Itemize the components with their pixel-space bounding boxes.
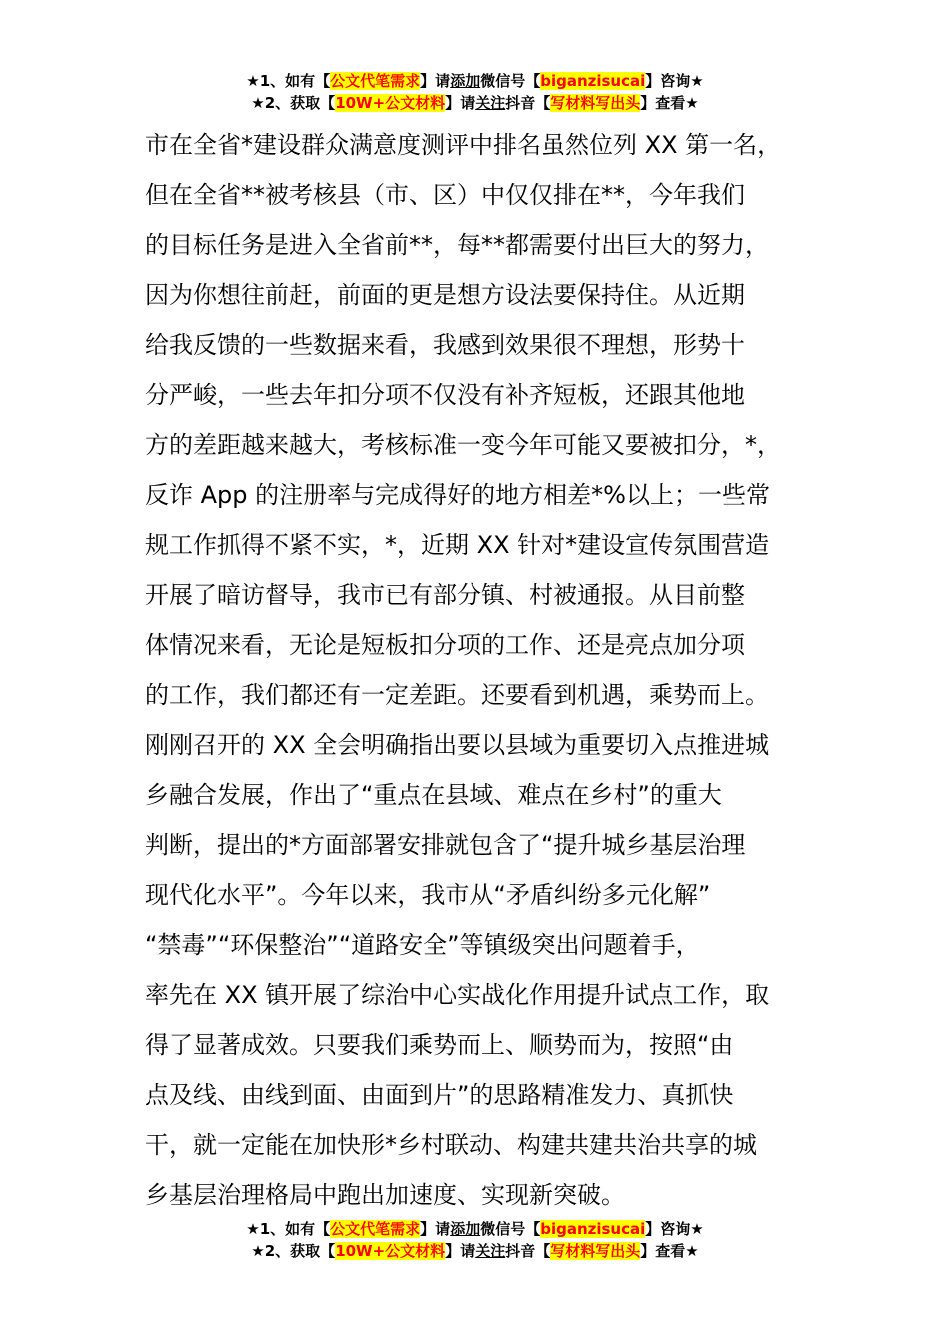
text-line: 得了显著成效。只要我们乘势而上、顺势而为，按照“由 [145, 1031, 734, 1059]
underlined-text: 添加 [450, 1220, 481, 1238]
underlined-text: 关注 [475, 94, 506, 112]
banner-text: 】请 [420, 1220, 451, 1238]
banner-text: 】请 [445, 1242, 476, 1260]
banner-text: 微信号【 [480, 72, 541, 90]
text-line: “禁毒”“环保整治”“道路安全”等镇级突出问题着手， [145, 931, 700, 959]
banner-text: 】查看★ [640, 1242, 699, 1260]
text-line: 判断，提出的*方面部署安排就包含了“提升城乡基层治理 [145, 831, 746, 859]
text-line: 反诈 App 的注册率与完成得好的地方相差*%以上；一些常 [145, 481, 770, 509]
text-line: 乡融合发展，作出了“重点在县域、难点在乡村”的重大 [145, 781, 722, 809]
text-line: 因为你想往前赶，前面的更是想方设法要保持住。从近期 [145, 281, 745, 309]
banner-text: ★2、获取【 [251, 94, 336, 112]
highlight-service: 公文代笔需求 [330, 1220, 421, 1238]
text-line: 体情况来看，无论是短板扣分项的工作、还是亮点加分项 [145, 631, 745, 659]
text-line: 率先在 XX 镇开展了综治中心实战化作用提升试点工作，取 [145, 981, 770, 1009]
text-line: 现代化水平”。今年以来，我市从“矛盾纠纷多元化解” [145, 881, 711, 909]
underlined-text: 关注 [475, 1242, 506, 1260]
highlight-wechat-id: biganzisucai [540, 1220, 646, 1238]
banner-text: 抖音【 [505, 1242, 551, 1260]
highlight-materials: 10W+公文材料 [335, 1242, 446, 1260]
banner-text: 】请 [445, 94, 476, 112]
text-line: 分严峻，一些去年扣分项不仅没有补齐短板，还跟其他地 [145, 381, 745, 409]
text-line: 但在全省**被考核县（市、区）中仅仅排在**，今年我们 [145, 181, 745, 209]
text-line: 规工作抓得不紧不实，*，近期 XX 针对*建设宣传氛围营造 [145, 531, 770, 559]
text-line: 的工作，我们都还有一定差距。还要看到机遇，乘势而上。 [145, 681, 769, 709]
text-line: 的目标任务是进入全省前**，每**都需要付出巨大的努力， [145, 231, 769, 259]
text-line: 市在全省*建设群众满意度测评中排名虽然位列 XX 第一名， [145, 131, 782, 159]
banner-text: ★1、如有【 [246, 72, 331, 90]
text-line: 乡基层治理格局中跑出加速度、实现新突破。 [145, 1181, 625, 1209]
highlight-service: 公文代笔需求 [330, 72, 421, 90]
text-line: 点及线、由线到面、由面到片”的思路精准发力、真抓快 [145, 1081, 734, 1109]
banner-text: 抖音【 [505, 94, 551, 112]
highlight-materials: 10W+公文材料 [335, 94, 446, 112]
text-line: 给我反馈的一些数据来看，我感到效果很不理想，形势十 [145, 331, 745, 359]
highlight-douyin-id: 写材料写出头 [550, 1242, 641, 1260]
underlined-text: 添加 [450, 72, 481, 90]
highlight-douyin-id: 写材料写出头 [550, 94, 641, 112]
text-line: 干，就一定能在加快形*乡村联动、构建共建共治共享的城 [145, 1131, 757, 1159]
banner-text: 】请 [420, 72, 451, 90]
banner-line-1 [0, 1218, 950, 1240]
footer-banner [0, 1218, 950, 1262]
text-line: 开展了暗访督导，我市已有部分镇、村被通报。从目前整 [145, 581, 745, 609]
text-line: 方的差距越来越大，考核标准一变今年可能又要被扣分，*， [145, 431, 781, 459]
banner-text: 微信号【 [480, 1220, 541, 1238]
banner-text: ★2、获取【 [251, 1242, 336, 1260]
text-line: 刚刚召开的 XX 全会明确指出要以县域为重要切入点推进城 [145, 731, 770, 759]
header-banner [0, 70, 950, 114]
banner-text: 】咨询★ [645, 72, 704, 90]
banner-line-1 [0, 70, 950, 92]
banner-text: ★1、如有【 [246, 1220, 331, 1238]
document-body [145, 120, 825, 1220]
banner-line-2 [0, 1240, 950, 1262]
banner-text: 】查看★ [640, 94, 699, 112]
banner-line-2 [0, 92, 950, 114]
highlight-wechat-id: biganzisucai [540, 72, 646, 90]
banner-text: 】咨询★ [645, 1220, 704, 1238]
